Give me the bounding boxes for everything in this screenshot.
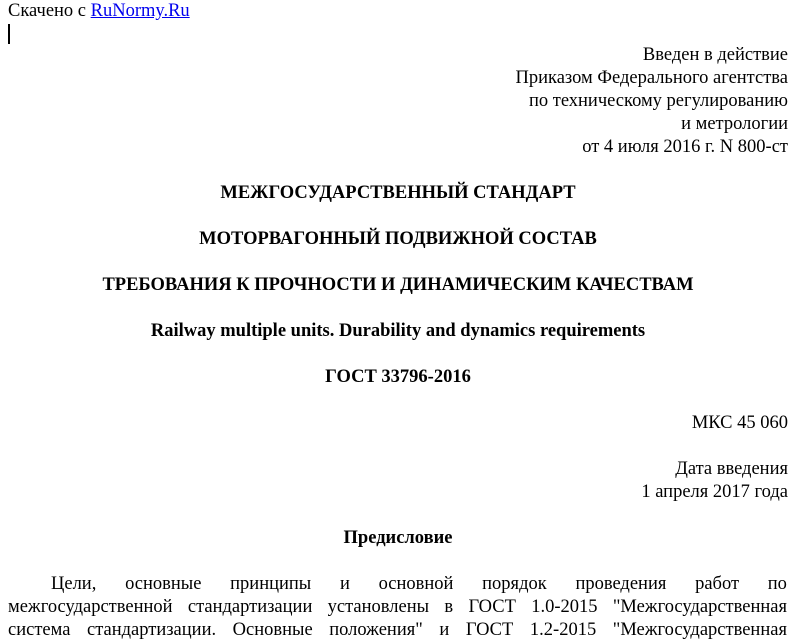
word: основные xyxy=(125,574,202,594)
approval-line: и метрологии xyxy=(681,114,788,134)
approval-block xyxy=(516,44,789,159)
foreword-paragraph xyxy=(8,573,787,642)
word: стандартизации. xyxy=(87,620,217,640)
source-line xyxy=(8,0,190,23)
word: работ xyxy=(695,574,740,594)
intro-date-value: 1 апреля 2017 года xyxy=(641,482,788,502)
english-title: Railway multiple units. Durability and dynamics requirements xyxy=(150,321,646,341)
approval-line: Приказом Федерального агентства xyxy=(515,68,788,88)
word: порядок xyxy=(482,574,547,594)
word: установлены xyxy=(327,597,430,617)
source-link[interactable]: RuNormy.Ru xyxy=(90,1,190,21)
word: межгосударственной xyxy=(8,597,173,617)
word: основной xyxy=(378,574,454,594)
word: проведения xyxy=(575,574,667,594)
standard-designation: ГОСТ 33796-2016 xyxy=(325,367,471,387)
foreword-heading: Предисловие xyxy=(343,528,453,548)
word: ГОСТ xyxy=(465,620,514,640)
paragraph-line xyxy=(8,619,787,642)
paragraph-line xyxy=(8,573,787,596)
standard-type-heading: МЕЖГОСУДАРСТВЕННЫЙ СТАНДАРТ xyxy=(220,183,576,203)
word: и xyxy=(439,620,450,640)
word: 1.0-2015 xyxy=(531,597,598,617)
mks-code: МКС 45 060 xyxy=(691,413,788,433)
paragraph-line xyxy=(8,596,787,619)
word: ГОСТ xyxy=(468,597,516,617)
word: "Межгосударственная xyxy=(612,597,787,617)
word: Основные xyxy=(232,620,313,640)
word: в xyxy=(444,597,454,617)
word: по xyxy=(767,574,787,594)
word: Цели, xyxy=(51,574,97,594)
requirements-heading: ТРЕБОВАНИЯ К ПРОЧНОСТИ И ДИНАМИЧЕСКИМ КАЧЕСТВАМ xyxy=(102,275,694,295)
subject-heading: МОТОРВАГОННЫЙ ПОДВИЖНОЙ СОСТАВ xyxy=(199,229,597,249)
word: положения" xyxy=(329,620,423,640)
source-prefix: Скачено с xyxy=(8,1,87,21)
word: и xyxy=(339,574,350,594)
word: система xyxy=(8,620,71,640)
approval-line: от 4 июля 2016 г. N 800-ст xyxy=(582,137,788,157)
approval-line: по техническому регулированию xyxy=(528,91,788,111)
word: 1.2-2015 xyxy=(529,620,597,640)
word: принципы xyxy=(230,574,312,594)
intro-date-label: Дата введения xyxy=(675,459,788,479)
word: "Межгосударственная xyxy=(612,620,787,640)
text-cursor xyxy=(8,24,10,44)
approval-line: Введен в действие xyxy=(642,45,788,65)
word: стандартизации xyxy=(187,597,313,617)
